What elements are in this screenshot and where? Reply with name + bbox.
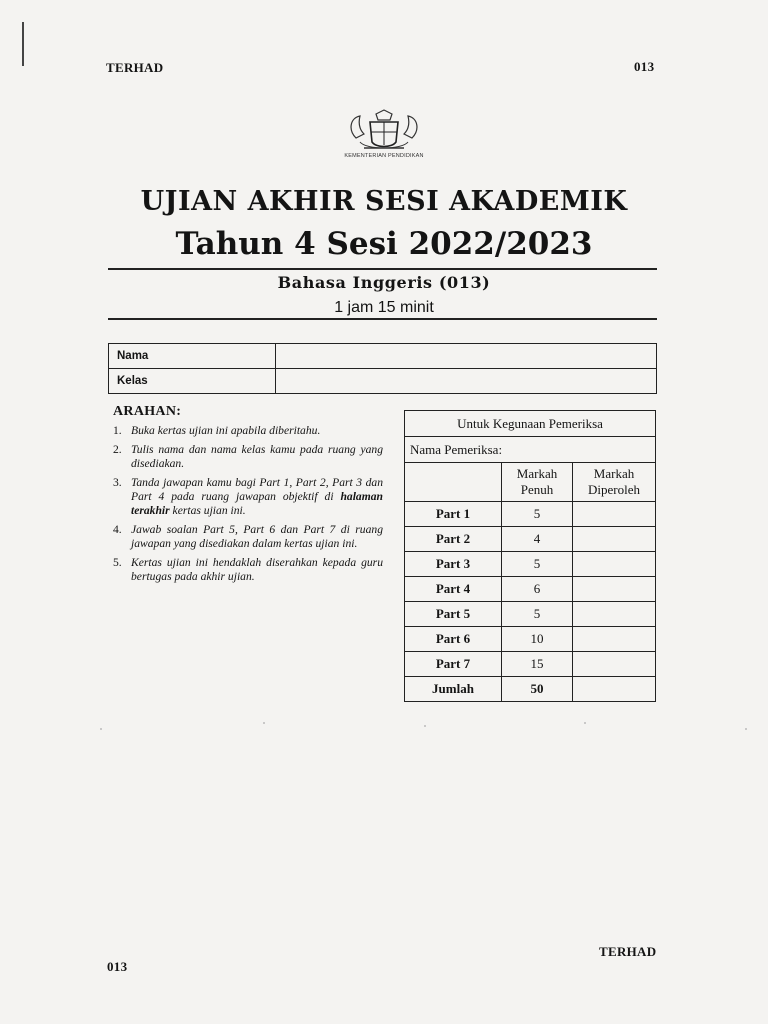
exam-title: UJIAN AKHIR SESI AKADEMIK xyxy=(140,186,628,217)
name-label: Nama xyxy=(109,344,276,369)
divider-top xyxy=(108,268,657,270)
instruction-item: 2. Tulis nama dan nama kelas kamu pada ruang yang disediakan. xyxy=(113,443,383,470)
instruction-item: 1. Buka kertas ujian ini apabila diberitahu. xyxy=(113,424,321,437)
examiner-name-field[interactable]: Nama Pemeriksa: xyxy=(405,437,656,463)
obtained-cell[interactable] xyxy=(573,652,656,677)
total-full-marks: 50 xyxy=(502,677,573,702)
footer-classification: TERHAD xyxy=(599,944,657,959)
scan-speck xyxy=(424,725,426,727)
logo-caption: KEMENTERIAN PENDIDIKAN xyxy=(344,153,424,159)
scan-speck xyxy=(584,722,586,724)
header-paper-code: 013 xyxy=(634,59,655,74)
examiner-marks-table xyxy=(404,410,656,702)
instructions-list xyxy=(113,424,383,589)
table-row: Part 3 5 xyxy=(405,552,656,577)
student-id-table xyxy=(108,343,657,394)
instruction-item: 3. Tanda jawapan kamu bagi Part 1, Part 2, Part 3 dan Part 4 pada ruang jawapan objektif di halaman terakhir kertas ujian ini. xyxy=(113,476,383,517)
instructions-heading: ARAHAN: xyxy=(113,404,182,419)
scan-mark xyxy=(22,22,24,66)
instruction-item: 4. Jawab soalan Part 5, Part 6 dan Part 7 di ruang jawapan yang disediakan dalam kertas ujian ini. xyxy=(113,523,383,550)
table-row: Part 6 10 xyxy=(405,627,656,652)
obtained-cell[interactable] xyxy=(573,552,656,577)
total-obtained-cell[interactable] xyxy=(573,677,656,702)
total-row xyxy=(405,677,656,702)
class-row xyxy=(109,369,657,394)
examiner-table-title: Untuk Kegunaan Pemeriksa xyxy=(405,411,656,437)
scan-speck xyxy=(100,728,102,730)
footer-paper-code: 013 xyxy=(107,959,128,974)
obtained-cell[interactable] xyxy=(573,577,656,602)
name-row xyxy=(109,344,657,369)
subject-name: Bahasa Inggeris (013) xyxy=(277,273,491,292)
table-row: Part 2 4 xyxy=(405,527,656,552)
table-row: Part 5 5 xyxy=(405,602,656,627)
scan-speck xyxy=(263,722,265,724)
total-label: Jumlah xyxy=(405,677,502,702)
divider-bottom xyxy=(108,318,657,320)
table-row: Part 4 6 xyxy=(405,577,656,602)
exam-year-session: Tahun 4 Sesi 2022/2023 xyxy=(175,226,593,262)
exam-duration: 1 jam 15 minit xyxy=(334,299,434,316)
class-field[interactable] xyxy=(276,369,657,394)
last-page-emphasis: halaman terakhir xyxy=(131,490,383,517)
obtained-marks-header: Markah Diperoleh xyxy=(573,463,656,502)
name-field[interactable] xyxy=(276,344,657,369)
scan-speck xyxy=(745,728,747,730)
obtained-cell[interactable] xyxy=(573,602,656,627)
obtained-cell[interactable] xyxy=(573,502,656,527)
obtained-cell[interactable] xyxy=(573,627,656,652)
header-classification: TERHAD xyxy=(106,60,164,75)
table-row: Part 7 15 xyxy=(405,652,656,677)
part-column-header xyxy=(405,463,502,502)
class-label: Kelas xyxy=(109,369,276,394)
obtained-cell[interactable] xyxy=(573,527,656,552)
table-row: Part 1 5 xyxy=(405,502,656,527)
instruction-item: 5. Kertas ujian ini hendaklah diserahkan kepada guru bertugas pada akhir ujian. xyxy=(113,556,383,583)
full-marks-header: Markah Penuh xyxy=(502,463,573,502)
